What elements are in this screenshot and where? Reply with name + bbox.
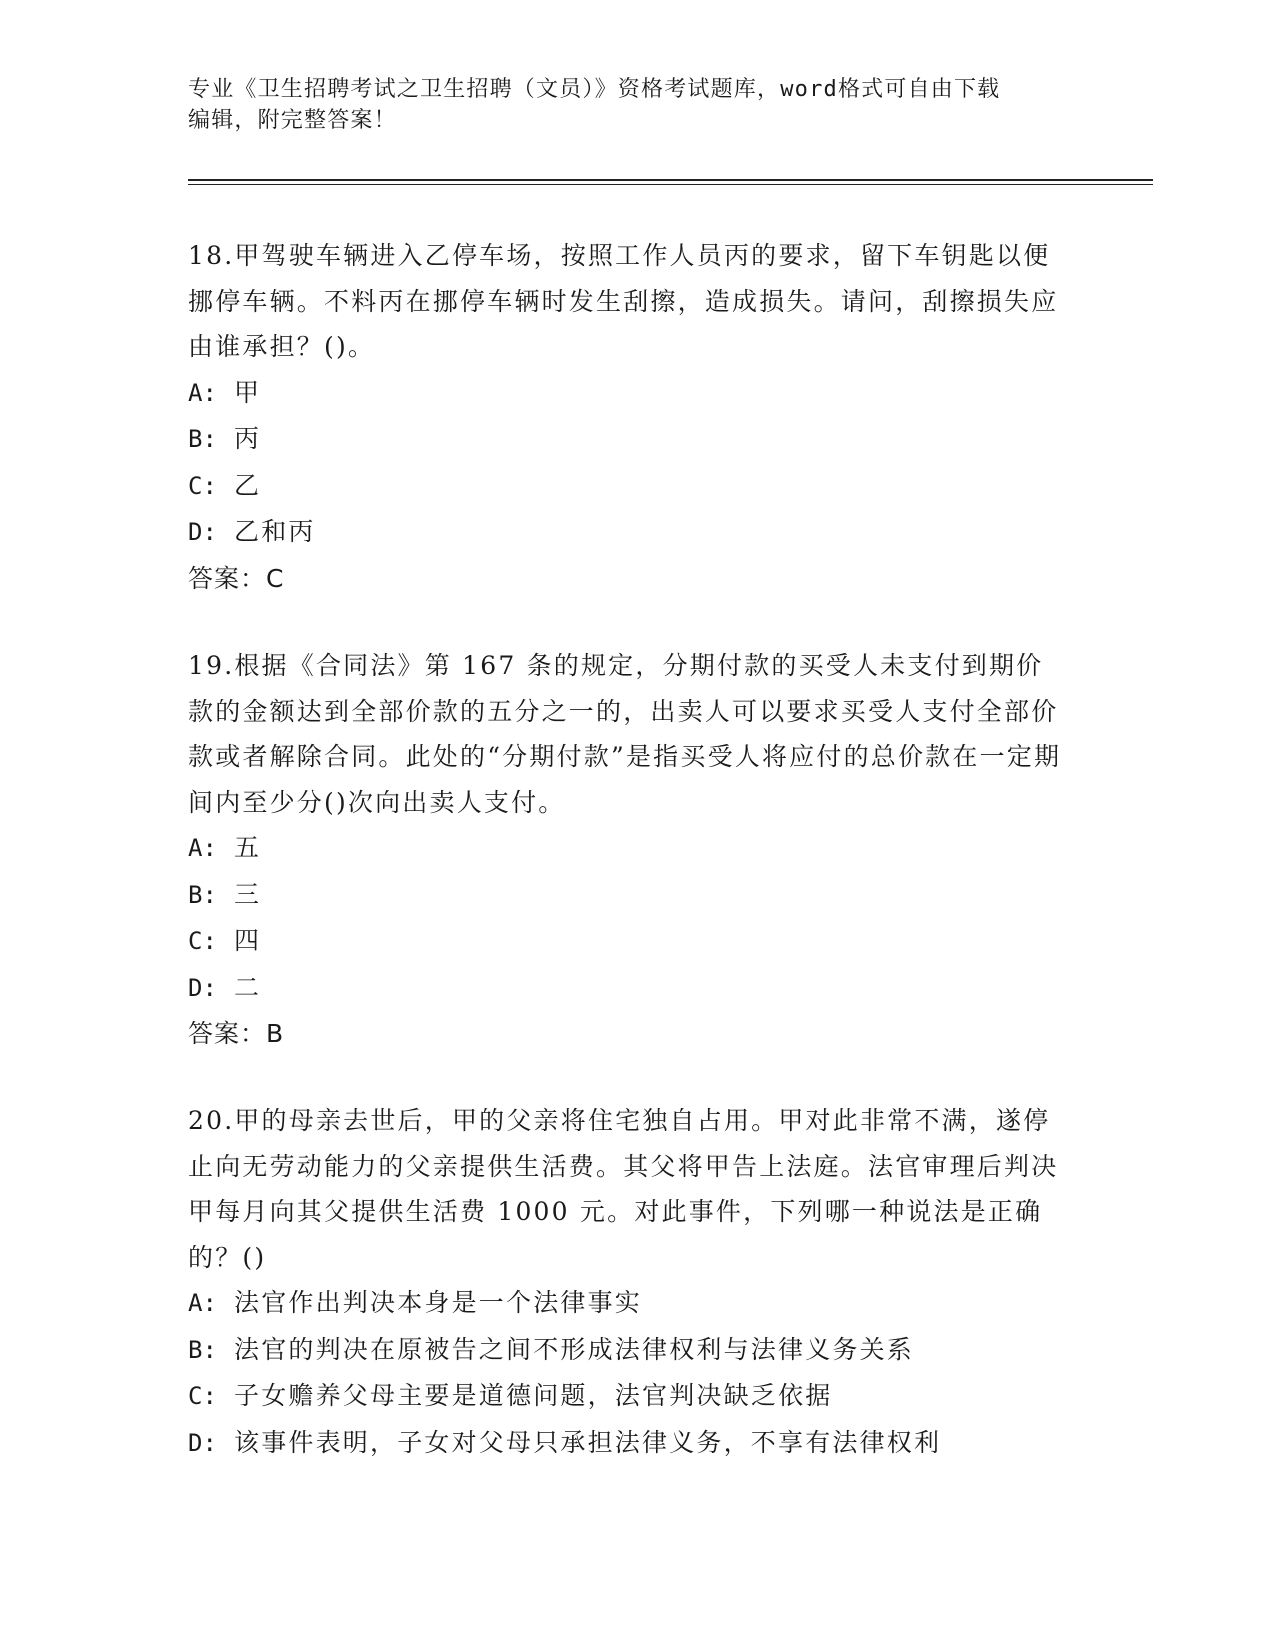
option-key: C: (188, 471, 217, 500)
option-text: 三 (234, 879, 262, 909)
header-word-format: word (780, 77, 838, 102)
option-a (188, 370, 1068, 417)
option-key: D: (188, 518, 217, 546)
option-c (188, 1373, 1068, 1420)
option-text: 法官的判决在原被告之间不形成法律权利与法律义务关系 (234, 1334, 915, 1364)
option-key: A: (188, 834, 217, 862)
option-a (188, 825, 1068, 872)
option-a (188, 1280, 1068, 1327)
option-text: 丙 (234, 424, 262, 453)
option-b (188, 416, 1068, 463)
option-key: B: (188, 425, 217, 453)
option-d (188, 509, 1068, 556)
answer-line: 答案：B (188, 1019, 285, 1048)
option-c (188, 463, 1068, 510)
answer-line: 答案：C (188, 563, 285, 593)
page-header (188, 74, 1088, 136)
option-b (188, 872, 1068, 919)
option-text: 子女赡养父母主要是道德问题，法官判决缺乏依据 (234, 1381, 833, 1410)
option-key: C: (188, 1382, 217, 1410)
question-stem: 18.甲驾驶车辆进入乙停车场，按照工作人员丙的要求，留下车钥匙以便挪停车辆。不料丙在挪停车辆时发生刮擦，造成损失。请问，刮擦损失应由谁承担？()。 (188, 241, 1059, 361)
option-text: 该事件表明，子女对父母只承担法律义务，不享有法律权利 (234, 1427, 942, 1457)
option-text: 五 (234, 833, 262, 862)
option-b (188, 1327, 1068, 1374)
header-line-2: 编辑，附完整答案！ (188, 108, 397, 133)
option-d (188, 1420, 1068, 1467)
option-key: D: (188, 1428, 217, 1457)
option-d (188, 965, 1068, 1012)
header-line-1 (188, 74, 1088, 105)
option-key: C: (188, 927, 217, 955)
option-key: D: (188, 973, 217, 1002)
header-divider-thin (188, 184, 1153, 185)
question-stem: 20.甲的母亲去世后，甲的父亲将住宅独自占用。甲对此非常不满，遂停止向无劳动能力的父亲提供生活费。其父将甲告上法庭。法官审理后判决甲每月向其父提供生活费 1000 元。对此事件，下列哪一种说法是正确的？() (188, 1106, 1059, 1272)
question-18 (188, 233, 1068, 601)
header-text-part2: 格式可自由下载 (837, 77, 1001, 102)
option-key: B: (188, 880, 217, 909)
option-text: 甲 (234, 377, 262, 407)
question-stem: 19.根据《合同法》第 167 条的规定，分期付款的买受人未支付到期价款的金额达到全部价款的五分之一的，出卖人可以要求买受人支付全部价款或者解除合同。此处的“分期付款”是指买受人将应付的总价款在一定期间内至少分()次向出卖人支付。 (188, 651, 1062, 817)
option-text: 二 (234, 972, 262, 1002)
question-20 (188, 1098, 1068, 1466)
option-text: 四 (234, 926, 262, 955)
option-text: 法官作出判决本身是一个法律事实 (234, 1288, 643, 1317)
header-text-part1: 专业《卫生招聘考试之卫生招聘（文员）》资格考试题库， (188, 77, 781, 102)
option-text: 乙和丙 (234, 517, 316, 546)
header-divider-thick (188, 179, 1153, 181)
question-19 (188, 643, 1068, 1057)
option-text: 乙 (234, 470, 262, 500)
option-key: A: (188, 378, 217, 407)
option-c (188, 918, 1068, 965)
option-key: A: (188, 1289, 217, 1317)
option-key: B: (188, 1335, 217, 1364)
